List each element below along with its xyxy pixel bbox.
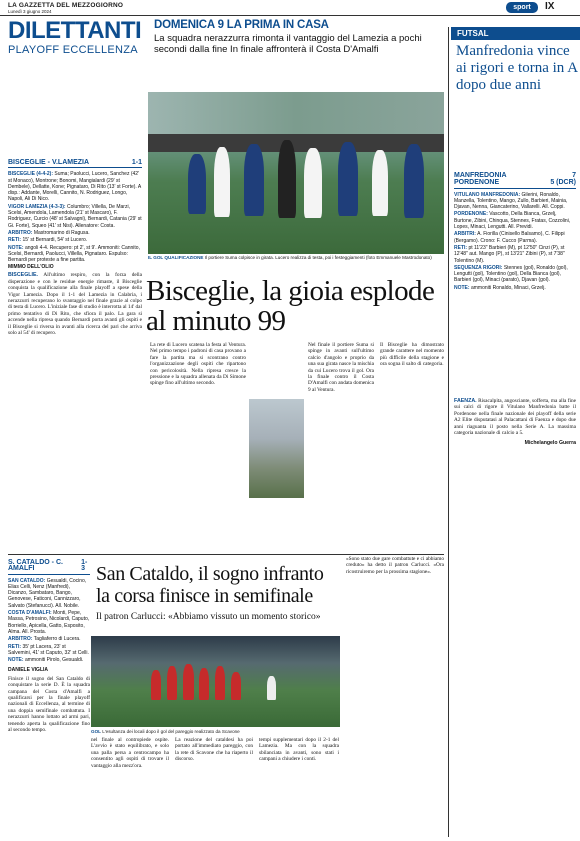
- section-kicker: DILETTANTI: [8, 17, 142, 44]
- sport-section-logo: sport: [506, 2, 538, 13]
- masthead: [0, 0, 580, 14]
- top-story-summary: La squadra nerazzurra rimonta il vantaggio del Lamezia a pochi secondi dalla fine In finale affronterà il Costa D'Amalfi: [154, 33, 422, 55]
- box-line: NOTE: angoli 4-4. Recupero: pt 2', st 9'. Ammoniti: Cannito, Scelsi, Bernardi, Paolucci, Villella, Pignataro. Espulso: Bernardi per proteste a fine partita.: [8, 244, 140, 264]
- manfredonia-box-header: MANFREDONIA 7: [454, 172, 576, 179]
- second-story-col-c: tempi supplementari dopo il 2-1 del Lamezia. Ma con la squadra sbilanciata in avanti, sono stati i campani a chiudere i conti.: [259, 737, 339, 763]
- photo-top-caption: IL GOL QUALIFICAZIONE Il portiere Suma colpisce in girata. Lucero realizza di testa, poi i festeggiamenti (foto Emmanuele Mastrodonato): [148, 255, 432, 260]
- second-story-sub: Il patron Carlucci: «Abbiamo vissuto un momento storico»: [96, 612, 321, 622]
- second-story-col-a: nel finale al contropiede ospite. L'avvio è stato equilibrato, e solo una palla persa a centrocampo ha consentito agli ospiti di trovare il vantaggio alla mezz'ora.: [91, 737, 169, 769]
- main-story-col1: MIMMO DELL'OLIO BISCEGLIE. All'ultimo respiro, con la forza della disperazione e con le residue energie rimaste, il Bisceglie conquista la qualificazione alla finale playoff a spese della Vigor Lamezia. Dopo il 1-1 del Lamezia in Calabria, i nerazzurri recuperano lo svantaggio nel finale grazie al colpo di testa di Lucero. L'iniziale fase di studio è interrotta al 14' dal primo tentativo di Di Rito, che sfiora il palo. La gara si accende nella ripresa quando Bernardi porta avanti gli ospiti e il Bisceglie si riversa in avanti alla ricerca del pari che arriva solo al 54' di recupero.: [8, 264, 142, 337]
- story-separator: [8, 554, 444, 555]
- box-line: VITULANO MANFREDONIA: Gilerini, Ronaldo, Manzella, Tolentino, Mango, Zullo, Barbieri, Mainia, Djavan, Nenna, Giancaterino, Vallarelli. All. Coppi.: [454, 191, 568, 211]
- section-subkicker: PLAYOFF ECCELLENZA: [8, 44, 138, 56]
- scataldo-box-header: [8, 560, 90, 575]
- inset-photo: [249, 399, 304, 498]
- scataldo-box: [8, 560, 90, 734]
- top-story: [154, 19, 444, 55]
- box-line: PORDENONE: Vascotto, Della Bianca, Grzelj, Burtone, Zibini, Chinqua, Stennes, Fratas, Cozzolini, Lopes, Minaci, Lengutti. All. Previdi.: [454, 211, 571, 231]
- column-separator: [448, 27, 449, 837]
- box-line: ARBITRO: Mastromarino di Ragusa.: [8, 229, 90, 236]
- second-story-col-d: «Sono stato due gare combattute e ci abbiamo creduto» ha detto il patron Carlucci. «Ora ricostruiremo per la prossima stagione».: [346, 556, 444, 575]
- main-story-col3: Nel finale il portiere Suma si spinge in avanti sull'ultimo calcio d'angolo e proprio da una sua girata nasce la mischia da cui Lucero trova il gol. Ora la finale contro il Costa D'Amalfi con andata domenica 9 al Ventura.: [308, 342, 374, 393]
- box-line: VIGOR LAMEZIA (4-3-3): Columbro; Villella, De Marzi, Scelsi, Amendola, Lamendola (21' st Mascaro), F. Rodriguez, Curcio (48' st Salvagni), Bernardi, Catania (29' st Gi. Forte), Squeo (41' st Nisi). Allenatore: Costa.: [8, 203, 142, 229]
- match-photo-bisceglie: [148, 92, 444, 254]
- bisceglie-box: [8, 160, 142, 264]
- main-story-byline: MIMMO DELL'OLIO: [8, 264, 54, 270]
- publication-date: Lunedì 3 giugno 2024: [8, 9, 52, 14]
- box-line: RETI: pt 11'23" Barbieri (M), pt 12'50" Cinzi (P), st 12'48" aut. Mango (P), st 13'21" Zibini (P), st 7'38" Tolentino (M).: [454, 244, 565, 264]
- main-story-col4: Il Bisceglie ha dimostrato grande carattere nel momento più difficile della stagione e ora sogna il salto di categoria.: [380, 342, 444, 368]
- publication-name: LA GAZZETTA DEL MEZZOGIORNO: [8, 2, 124, 9]
- scataldo-box-teams: S. CATALDO - C. AMALFI: [8, 559, 63, 573]
- bisceglie-box-score: 1-1: [131, 159, 142, 166]
- masthead-rule: [0, 15, 580, 16]
- second-story-col-b: La reazione del cataldesi ha poi portato all'immediato pareggio, con la rete di Scavone che ha riaperto il discorso.: [175, 737, 253, 763]
- page-number: IX: [545, 1, 555, 12]
- futsal-section-label: FUTSAL: [451, 27, 580, 40]
- match-photo-scataldo: [91, 636, 340, 727]
- scataldo-byline: DANIELE VIGLIA: [8, 667, 49, 674]
- bisceglie-box-header: [8, 160, 142, 168]
- main-story-col2: La rete di Lucero scatena la festa al Ventura. Nel primo tempo i padroni di casa provano a fare la partita ma si scontrano contro l'organizzazione degli ospiti che ripartono con pericolosità. Nella ripresa cresce la pressione e la squadra allenata da Di Simone spinge fino all'ultimo secondo.: [150, 342, 246, 387]
- second-story-headline: San Cataldo, il sogno infranto la corsa finisce in semifinale: [96, 563, 324, 607]
- box-line: ARBITRO: Tagliaferro di Lucera.: [8, 636, 81, 643]
- top-story-headline: DOMENICA 9 LA PRIMA IN CASA: [154, 19, 329, 31]
- box-line: ARBITRI: A. Fiorilla (Cinisello Balsamo), C. Filippi (Bergamo). Crono: F. Cucco (Parma).: [454, 231, 565, 244]
- scataldo-box-score: 1-3: [81, 559, 88, 573]
- box-line: RETI: 35' pt Lacera, 23' st Salvemini, 41' st Caputo, 32' st Celli.: [8, 643, 89, 656]
- futsal-byline: Michelangelo Guerra: [524, 440, 576, 447]
- box-line: SEQUENZA RIGORI: Stennes (gol), Ronaldo (gol), Lengutti (gol), Tolentino (gol), Della Bianca (gol), Barbieri (gol), Minaci (parato), Djavan (gol).: [454, 264, 568, 284]
- main-story-headline: Bisceglie, la gioia esplode al minuto 99: [146, 275, 435, 337]
- box-line: SAN CATALDO: Gesualdi, Cocino, Elias Celli, Nenz (Manfredi), Dicanzo, Sambataro, Bango, Genovese, Faticoni, Cannizzaro, Salvato (Stefanucci). All. Nobile.: [8, 577, 87, 609]
- manfredonia-box: [454, 173, 576, 292]
- box-line: COSTA D'AMALFI: Monti, Pepe, Massa, Petrosino, Nicolardi, Caputo, Borriello, Apicella, Gatto, Esposito, Alma. All. Prosta.: [8, 610, 90, 635]
- photo-bot-caption: GOL L'esultanza dei locali dopo il gol del pareggio realizzato da Scavone: [91, 729, 240, 734]
- box-line: RETI: 15' st Bernardi, 54' st Lucero.: [8, 237, 88, 244]
- box-line: NOTE: ammoniti Ronaldo, Minaci, Grzelj.: [454, 284, 546, 291]
- scataldo-story: Finisce il sogno del San Cataldo di conquistare la serie D. È la squadra campana del Costa d'Amalfi a qualificarsi per la finale playoff nazionali di Eccellenza, al termine di una doppia semifinale combattuta. I nerazzurri hanno lottato ad armi pari, tenendo aperta la qualificazione fino al secondo tempo.: [8, 675, 90, 733]
- box-line: BISCEGLIE (4-4-2): Suma; Paolucci, Lucero, Sanchez (42' st Monaco), Montrone; Bonomi, Mangialardi (29' st Dembele), Dellatte, Kone; Pignataro, Di Rito (13' st Forte). A disp.: Addante, Morelli, Cannito, N. Rodriguez, Longo, Napoli, Ali Di Nico.: [8, 171, 141, 203]
- futsal-headline: Manfredonia vince ai rigori e torna in A dopo due anni: [456, 43, 578, 93]
- pordenone-box-header: PORDENONE 5 (DCR): [454, 180, 576, 188]
- bisceglie-box-teams: BISCEGLIE - V.LAMEZIA: [8, 159, 90, 166]
- futsal-story: FAENZA. Risacalpita, angosciante, sofferta, ma alla fine sui calci di rigore il Vitulano Manfredonia batte il Pordenone nella finale nazionale dei playoff della serie A2 Elite disputatasi al Palacattani di Faenza e dopo due anni riaguanta il posto nella Serie A. La massima categoria nazionale di calcio a 5. Michelangelo Guerra: [454, 398, 577, 447]
- box-line: NOTE: ammoniti Pirolo, Gesualdi.: [8, 657, 84, 664]
